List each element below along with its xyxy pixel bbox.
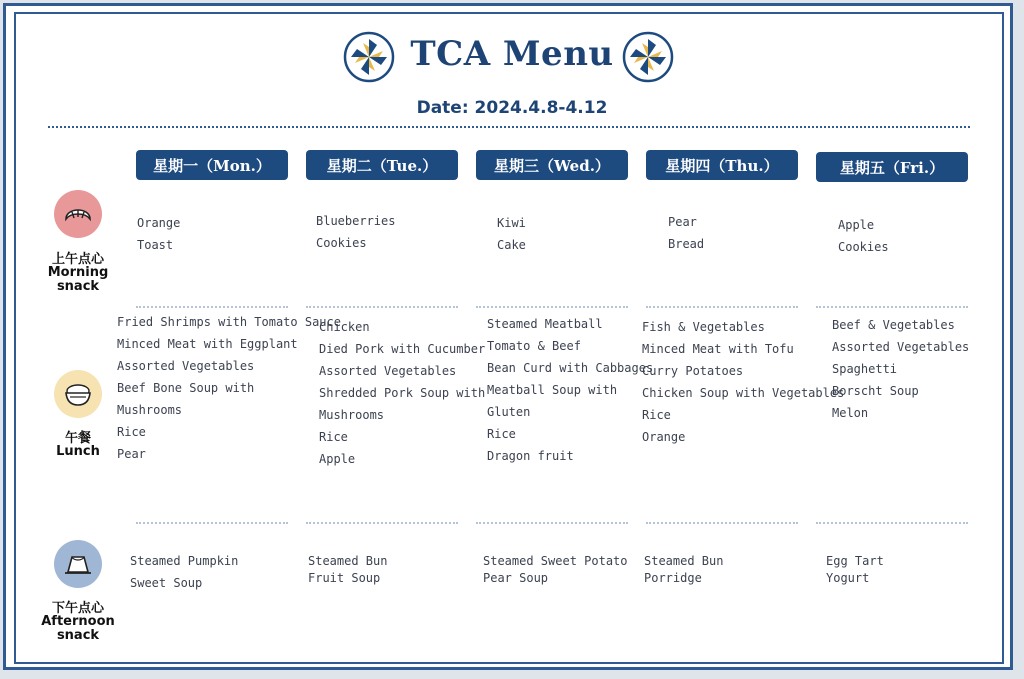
menu-cell-afternoon-tue — [308, 553, 387, 587]
menu-item: Fruit Soup — [308, 571, 381, 585]
menu-title: TCA Menu — [410, 34, 614, 74]
menu-cell-morning-mon — [137, 212, 180, 256]
menu-item: Gluten — [487, 405, 531, 419]
menu-item: Rice — [642, 408, 671, 422]
menu-item: Steamed Meatball — [487, 317, 603, 331]
lunch-label-en: Lunch — [56, 444, 100, 459]
menu-item: Apple — [838, 218, 875, 232]
menu-item: Orange — [137, 216, 181, 230]
day-header-fri: 星期五（Fri.） — [816, 152, 968, 182]
menu-item: Borscht Soup — [832, 384, 919, 398]
menu-item: Curry Potatoes — [642, 364, 744, 378]
menu-item: Steamed Sweet Potato — [483, 554, 628, 568]
menu-item: Porridge — [644, 571, 702, 585]
menu-item: Sweet Soup — [130, 576, 203, 590]
menu-cell-morning-tue — [316, 210, 395, 254]
menu-item: Bread — [668, 237, 705, 251]
section-divider — [476, 306, 628, 308]
day-header-mon: 星期一（Mon.） — [136, 150, 288, 180]
menu-item: Beef & Vegetables — [832, 318, 955, 332]
section-divider — [306, 306, 458, 308]
menu-item: Steamed Bun — [308, 554, 388, 568]
menu-item: Beef Bone Soup with — [117, 381, 255, 395]
menu-item: Egg Tart — [826, 554, 884, 568]
menu-item: Melon — [832, 406, 869, 420]
menu-item: Pear — [668, 215, 697, 229]
menu-item: Orange — [642, 430, 686, 444]
menu-item: Kiwi — [497, 216, 526, 230]
morning-label-cn: 上午点心 — [51, 252, 104, 267]
menu-item: Chicken — [319, 320, 370, 334]
menu-item: Minced Meat with Eggplant — [117, 337, 298, 351]
pudding-icon — [54, 540, 102, 588]
menu-cell-lunch-wed — [487, 313, 653, 467]
menu-cell-afternoon-mon — [130, 550, 238, 594]
menu-item: Chicken Soup with Vegetables — [642, 386, 845, 400]
menu-item: Died Pork with Cucumber — [319, 342, 486, 356]
menu-cell-morning-wed — [497, 212, 526, 256]
section-divider — [646, 306, 798, 308]
menu-item: Assorted Vegetables — [319, 364, 457, 378]
menu-item: Cake — [497, 238, 526, 252]
section-divider — [646, 522, 798, 524]
afternoon-label-cn: 下午点心 — [51, 601, 104, 616]
menu-item: Steamed Bun — [644, 554, 724, 568]
menu-cell-lunch-tue — [319, 316, 485, 470]
lunch-label-cn: 午餐 — [64, 431, 91, 446]
rice-bowl-icon — [54, 370, 102, 418]
menu-item: Meatball Soup with — [487, 383, 618, 397]
menu-item: Mushrooms — [117, 403, 183, 417]
section-divider — [476, 522, 628, 524]
menu-item: Pear — [117, 447, 146, 461]
menu-item: Tomato & Beef — [487, 339, 581, 353]
section-divider — [136, 522, 288, 524]
morning-label-en: Morning snack — [47, 265, 109, 294]
menu-item: Cookies — [838, 240, 889, 254]
afternoon-label-en: Afternoon snack — [41, 614, 115, 643]
menu-item: Rice — [117, 425, 146, 439]
menu-item: Yogurt — [826, 571, 870, 585]
menu-item: Assorted Vegetables — [117, 359, 255, 373]
menu-item: Fried Shrimps with Tomato Sauce — [117, 315, 341, 329]
croissant-icon — [54, 190, 102, 238]
day-header-tue: 星期二（Tue.） — [306, 150, 458, 180]
day-header-thu: 星期四（Thu.） — [646, 150, 798, 180]
menu-cell-morning-fri — [838, 214, 889, 258]
menu-cell-afternoon-fri — [826, 553, 884, 587]
menu-item: Pear Soup — [483, 571, 549, 585]
menu-item: Rice — [319, 430, 348, 444]
menu-date: Date: 2024.4.8-4.12 — [416, 98, 608, 118]
menu-cell-afternoon-thu — [644, 553, 723, 587]
menu-cell-lunch-mon — [117, 311, 341, 465]
menu-cell-lunch-fri — [832, 314, 969, 424]
menu-item: Dragon fruit — [487, 449, 574, 463]
section-divider — [306, 522, 458, 524]
menu-item: Fish & Vegetables — [642, 320, 765, 334]
section-divider — [136, 306, 288, 308]
menu-cell-afternoon-wed — [483, 553, 628, 587]
menu-item: Toast — [137, 238, 174, 252]
menu-item: Blueberries — [316, 214, 396, 228]
menu-item: Rice — [487, 427, 516, 441]
menu-item: Bean Curd with Cabbages — [487, 361, 654, 375]
menu-item: Apple — [319, 452, 356, 466]
section-divider — [816, 306, 968, 308]
menu-item: Steamed Pumpkin — [130, 554, 239, 568]
header-divider — [48, 126, 970, 128]
menu-cell-lunch-thu — [642, 316, 844, 448]
menu-item: Cookies — [316, 236, 367, 250]
menu-item: Mushrooms — [319, 408, 385, 422]
day-header-wed: 星期三（Wed.） — [476, 150, 628, 180]
menu-item: Minced Meat with Tofu — [642, 342, 794, 356]
menu-item: Assorted Vegetables — [832, 340, 970, 354]
section-divider — [816, 522, 968, 524]
menu-item: Shredded Pork Soup with — [319, 386, 486, 400]
menu-cell-morning-thu — [668, 211, 704, 255]
menu-item: Spaghetti — [832, 362, 898, 376]
